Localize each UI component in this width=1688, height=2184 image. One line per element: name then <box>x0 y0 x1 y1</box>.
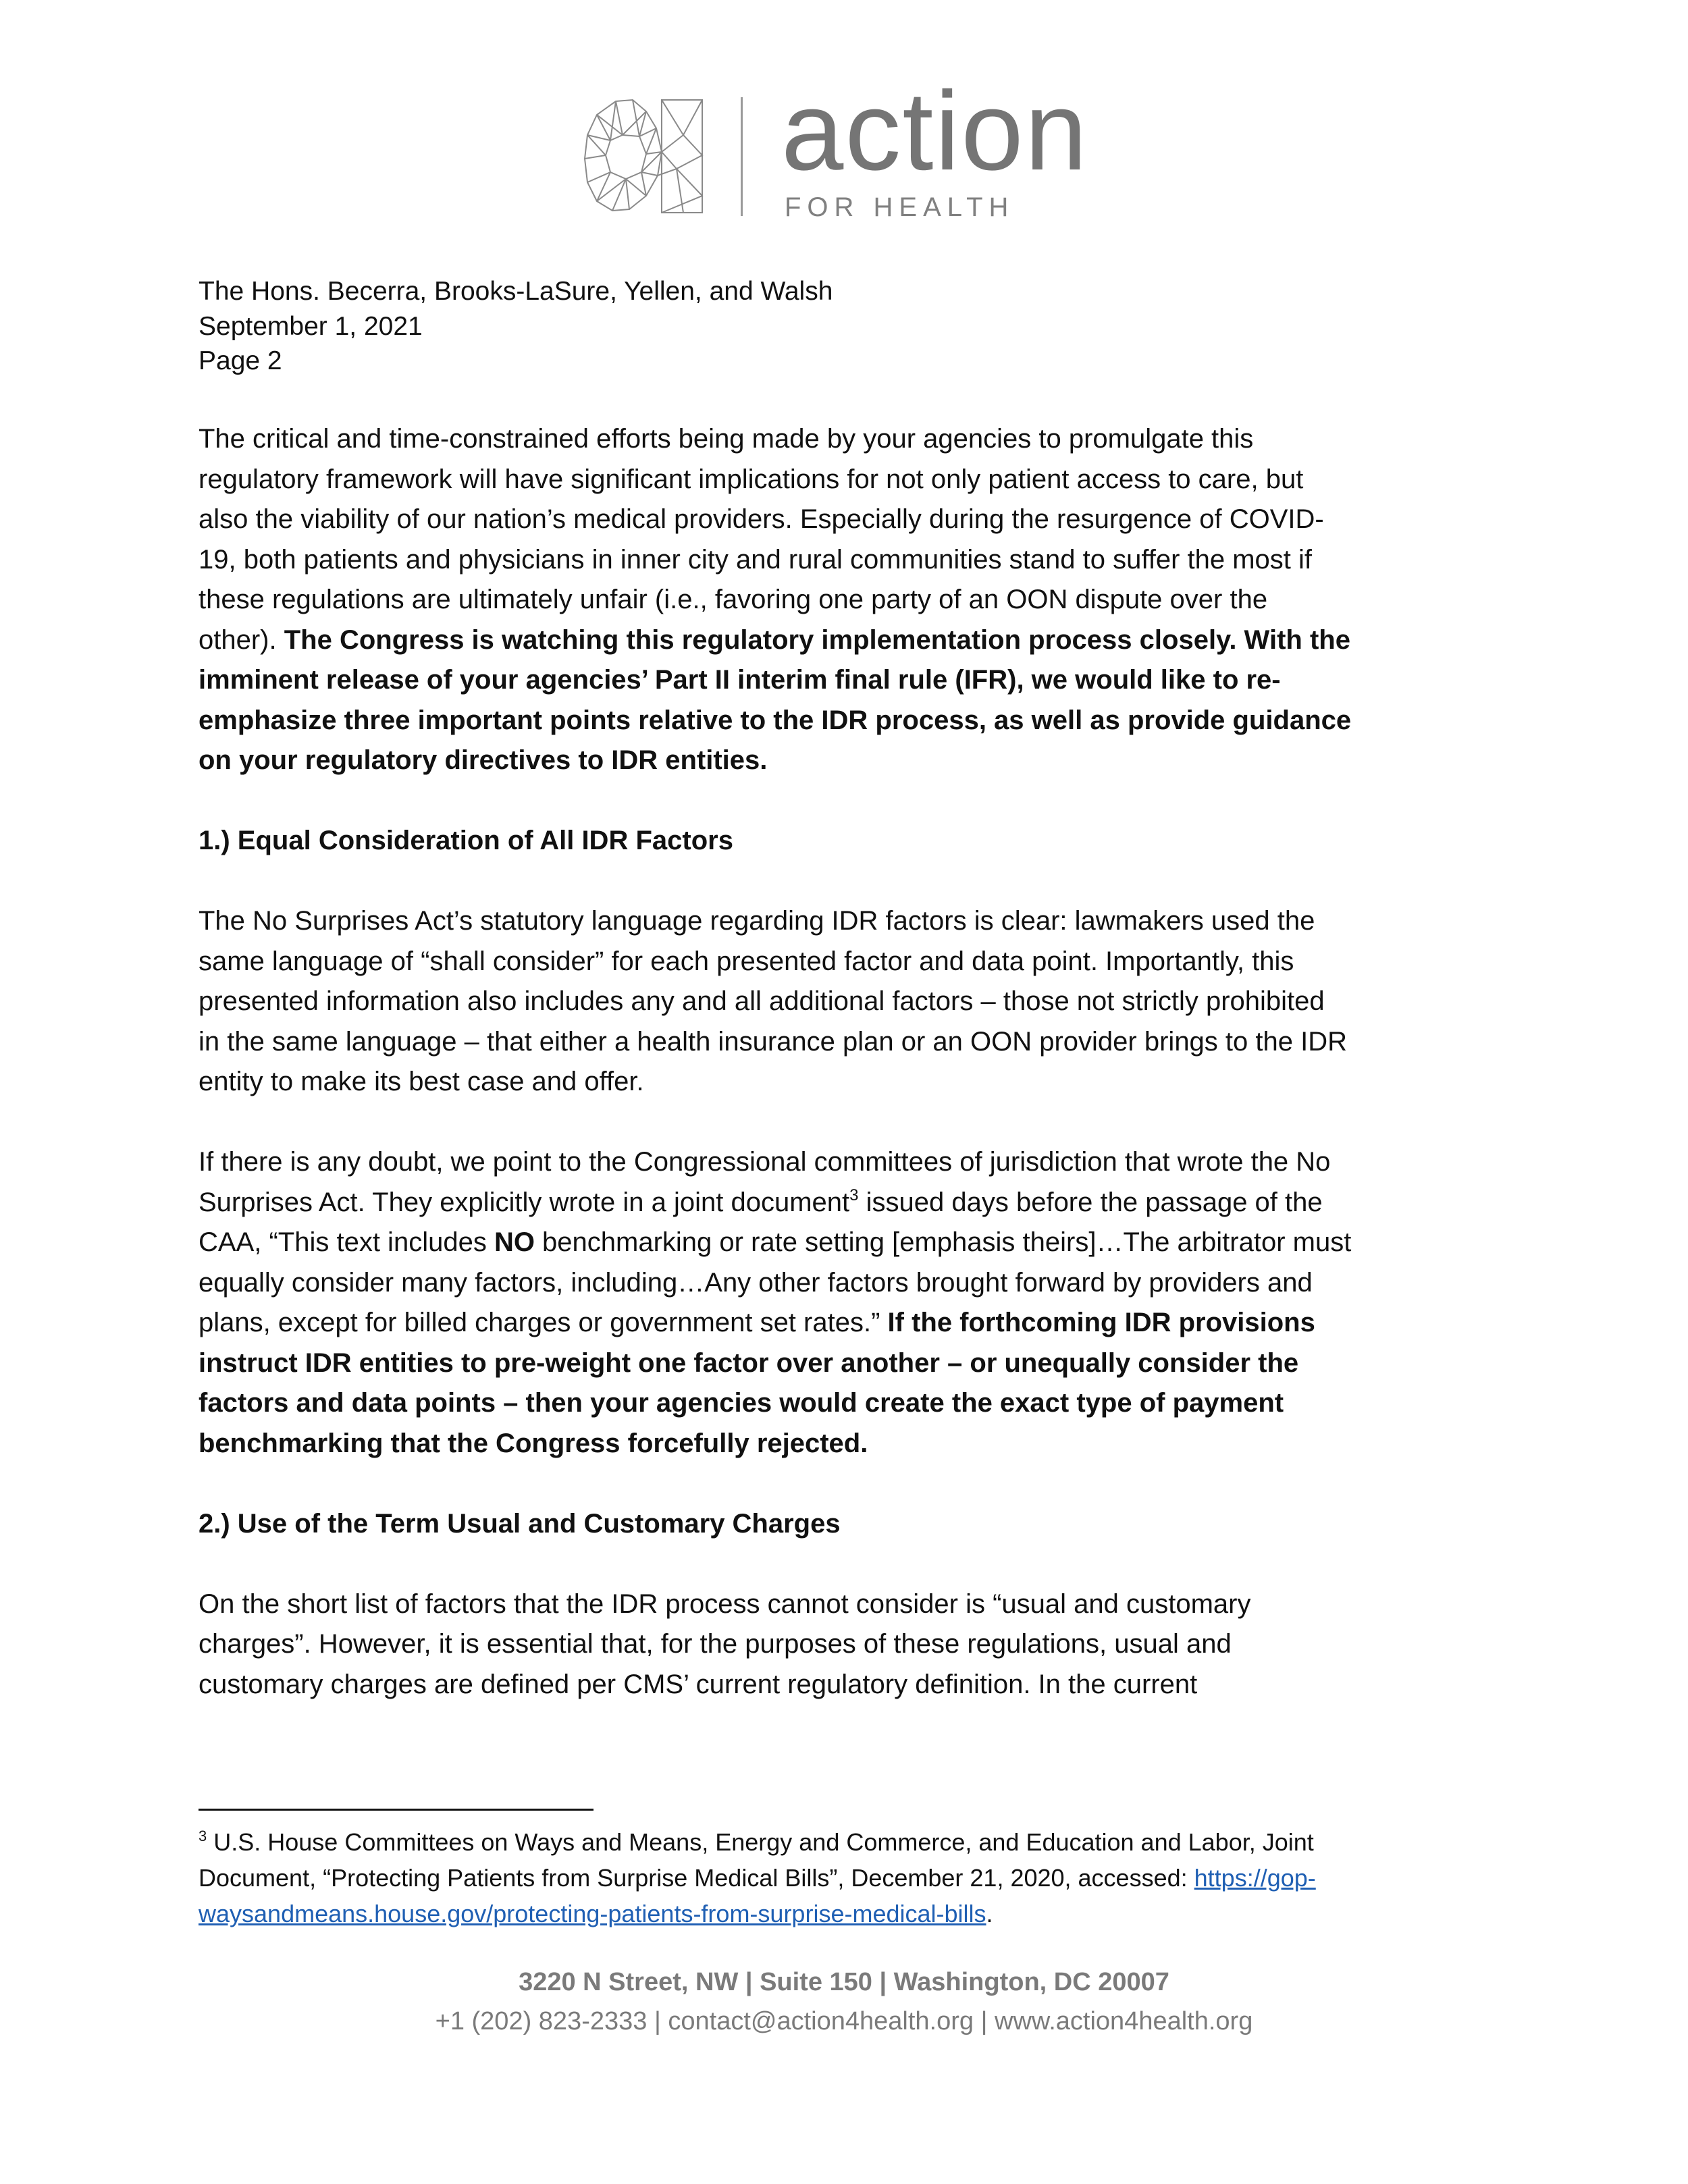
footnote-link[interactable]: waysandmeans.house.gov/protecting-patients-from-surprise-medical-bills <box>199 1900 986 1927</box>
logo-wordmark: action <box>781 69 1088 194</box>
text-line <box>199 901 1515 942</box>
text: issued days before the passage of the <box>858 1187 1323 1217</box>
blank-line <box>199 861 1515 902</box>
text-line <box>199 1424 1515 1464</box>
text: On the short list of factors that the IDR process cannot consider is “usual and customary <box>199 1589 1251 1619</box>
text-line <box>199 701 1515 741</box>
blank-line <box>199 1544 1515 1584</box>
page-number: Page 2 <box>199 346 282 375</box>
text-line <box>199 1584 1515 1625</box>
text-line <box>199 821 1515 861</box>
text: benchmarking or rate setting [emphasis theirs]…The arbitrator must <box>534 1227 1352 1257</box>
text: also the viability of our nation’s medical providers. Especially during the resurgence of COVID- <box>199 504 1324 534</box>
footnote <box>199 1824 1316 1932</box>
text: The No Surprises Act’s statutory language regarding IDR factors is clear: lawmakers used the <box>199 906 1315 936</box>
footer-address: 3220 N Street, NW | Suite 150 | Washington, DC 20007 <box>519 1968 1169 1996</box>
footnote-text: Document, “Protecting Patients from Surprise Medical Bills”, December 21, 2020, accessed: <box>199 1864 1194 1892</box>
text-line <box>199 419 1515 460</box>
logo-divider <box>741 97 743 216</box>
footnote-text: U.S. House Committees on Ways and Means, Energy and Commerce, and Education and Labor, Joint <box>207 1828 1314 1856</box>
bold-text: 1.) Equal Consideration of All IDR Factors <box>199 826 733 855</box>
text: Surprises Act. They explicitly wrote in a joint document <box>199 1187 850 1217</box>
text-line <box>199 1665 1515 1705</box>
text-line <box>199 1022 1515 1063</box>
text-line <box>199 1183 1515 1223</box>
text-line <box>199 1624 1515 1665</box>
text-line <box>199 741 1515 781</box>
bold-text: benchmarking that the Congress forcefully rejected. <box>199 1428 868 1458</box>
text: If there is any doubt, we point to the Congressional committees of jurisdiction that wrote the No <box>199 1147 1331 1177</box>
bold-text: instruct IDR entities to pre-weight one factor over another – or unequally consider the <box>199 1348 1299 1378</box>
bold-text: The Congress is watching this regulatory implementation process closely. With the <box>284 624 1350 655</box>
recipients: The Hons. Becerra, Brooks-LaSure, Yellen, and Walsh <box>199 277 833 306</box>
action-for-health-logo <box>582 69 1109 223</box>
text-line <box>199 540 1515 581</box>
text-line <box>199 620 1515 661</box>
text-line <box>199 1142 1515 1183</box>
text-line <box>199 660 1515 701</box>
footer-contact: +1 (202) 823-2333 | contact@action4health.org | www.action4health.org <box>435 2007 1253 2035</box>
footnote-divider <box>199 1809 594 1811</box>
text: equally consider many factors, including…Any other factors brought forward by providers and <box>199 1267 1313 1298</box>
text-line <box>199 982 1515 1022</box>
footnote-link[interactable]: https://gop- <box>1194 1864 1316 1892</box>
text: in the same language – that either a health insurance plan or an OON provider brings to the IDR <box>199 1026 1347 1057</box>
text: entity to make its best case and offer. <box>199 1067 644 1096</box>
text-line <box>199 460 1515 500</box>
bold-text: imminent release of your agencies’ Part II interim final rule (IFR), we would like to re- <box>199 665 1281 695</box>
text: these regulations are ultimately unfair (i.e., favoring one party of an OON dispute over the <box>199 585 1268 614</box>
letter-header <box>199 274 833 379</box>
text: charges”. However, it is essential that, for the purposes of these regulations, usual and <box>199 1629 1232 1659</box>
bold-text: on your regulatory directives to IDR entities. <box>199 745 768 775</box>
bold-text: emphasize three important points relative to the IDR process, as well as provide guidance <box>199 705 1352 735</box>
footnote-reference: 3 <box>849 1186 859 1204</box>
text-line <box>199 1504 1515 1545</box>
bold-text: If the forthcoming IDR provisions <box>887 1308 1315 1337</box>
bold-text: factors and data points – then your agencies would create the exact type of payment <box>199 1388 1284 1418</box>
blank-line <box>199 1464 1515 1504</box>
bold-text: 2.) Use of the Term Usual and Customary Charges <box>199 1508 841 1539</box>
text-line <box>199 942 1515 982</box>
logo-mesh-a-icon <box>582 95 704 216</box>
text-line <box>199 500 1515 540</box>
text: CAA, “This text includes <box>199 1227 494 1257</box>
text: customary charges are defined per CMS’ current regulatory definition. In the current <box>199 1669 1198 1699</box>
text-line <box>199 1263 1515 1304</box>
text-line <box>199 580 1515 620</box>
blank-line <box>199 1102 1515 1143</box>
text: same language of “shall consider” for each presented factor and data point. Importantly, this <box>199 946 1294 976</box>
letter-body <box>199 419 1515 1705</box>
text-line <box>199 1343 1515 1384</box>
bold-text: NO <box>494 1227 535 1257</box>
text: other). <box>199 624 284 655</box>
footnote-text: . <box>986 1900 993 1927</box>
letter-date: September 1, 2021 <box>199 311 423 341</box>
logo-tagline: FOR HEALTH <box>785 192 1015 222</box>
text-line <box>199 1383 1515 1424</box>
text-line <box>199 1303 1515 1343</box>
text-line <box>199 1223 1515 1263</box>
blank-line <box>199 781 1515 822</box>
text: 19, both patients and physicians in inner city and rural communities stand to suffer the most if <box>199 544 1313 575</box>
footnote-marker: 3 <box>199 1828 207 1844</box>
text: plans, except for billed charges or government set rates.” <box>199 1308 888 1337</box>
text: The critical and time-constrained efforts being made by your agencies to promulgate this <box>199 424 1254 454</box>
text-line <box>199 1062 1515 1102</box>
text: regulatory framework will have significant implications for not only patient access to care, but <box>199 464 1304 494</box>
text: presented information also includes any and all additional factors – those not strictly prohibited <box>199 986 1325 1016</box>
